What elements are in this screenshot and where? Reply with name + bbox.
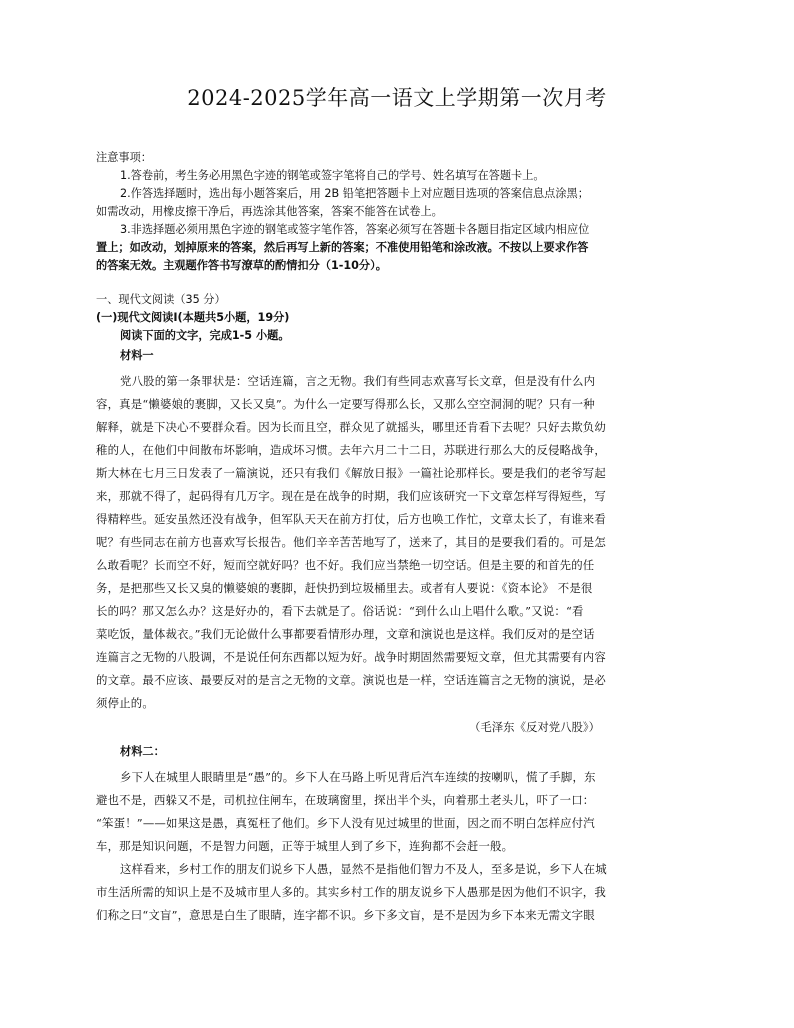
passage-line: 这样看来，乡村工作的朋友们说乡下人愚，显然不是指他们智力不及人，至多是说，乡下人在城 [120, 862, 607, 876]
notice-line: 2.作答选择题时，选出每小题答案后，用 2B 铅笔把答题卡上对应题目选项的答案信息点涂黑； [120, 187, 589, 200]
passage-line: 务，是把那些又长又臭的懒婆娘的裹脚，赶快扔到垃圾桶里去。或者有人要说：《资本论》 不是很 [96, 581, 593, 595]
subsection-heading: (一)现代文阅读Ⅰ(本题共5小题，19分) [96, 311, 290, 324]
instruction-text: 阅读下面的文字，完成1-5 小题。 [120, 329, 290, 342]
passage-line: 呢？有些同志在前方也喜欢写长报告。他们辛辛苦苦地写了，送来了，其目的是要我们看的。可是怎 [96, 535, 606, 549]
passage-line: 得精粹些。延安虽然还没有战争，但军队天天在前方打仗，后方也唤工作忙，文章太长了，有谁来看 [96, 512, 606, 526]
passage-line: 稚的人，在他们中间散布坏影响，造成坏习惯。去年六月二十二日，苏联进行那么大的反侵略战争， [96, 443, 606, 457]
passage-line: 解释，就是下决心不要群众看。因为长而且空，群众见了就摇头，哪里还肯看下去呢？只好去欺负幼 [96, 420, 606, 434]
passage-line: 们称之曰“文盲”，意思是白生了眼睛，连字都不识。乡下多文盲，是不是因为乡下本来无需文字眼 [96, 908, 595, 922]
passage-line: “笨蛋！”——如果这是愚，真冤枉了他们。乡下人没有见过城里的世面，因之而不明白怎样应付汽 [96, 816, 595, 830]
material2-label: 材料二： [120, 745, 165, 758]
notice-line: 1.答卷前，考生务必用黑色字迹的钢笔或签字笔将自己的学号、姓名填写在答题卡上。 [120, 169, 545, 182]
page-title: 2024-2025学年高一语文上学期第一次月考 [187, 86, 607, 110]
passage-line: 容，真是“懒婆娘的裹脚，又长又臭”。为什么一定要写得那么长，又那么空空洞洞的呢？只有一种 [96, 397, 595, 411]
notice-line: 置上；如改动，划掉原来的答案，然后再写上新的答案；不准使用铅笔和涂改液。不按以上要求作答 [96, 241, 589, 254]
passage-line: 的文章。最不应该、最要反对的是言之无物的文章。演说也是一样，空话连篇言之无物的演说，是必 [96, 673, 606, 687]
notice-line: 3.非选择题必须用黑色字迹的钢笔或签字笔作答，答案必须写在答题卡各题目指定区域内相应位 [120, 223, 590, 236]
passage-line: 市生活所需的知识上是不及城市里人多的。其实乡村工作的朋友说乡下人愚那是因为他们不识字，我 [96, 885, 606, 899]
passage-line: 长的吗？那又怎么办？这是好办的，看下去就是了。俗话说：“到什么山上唱什么歌。”又说：“看 [96, 604, 584, 618]
passage-line: 乡下人在城里人眼睛里是“愚”的。乡下人在马路上听见背后汽车连续的按喇叭，慌了手脚，东 [120, 770, 596, 784]
material1-label: 材料一 [120, 349, 154, 362]
passage-line: 党八股的第一条罪状是：空话连篇，言之无物。我们有些同志欢喜写长文章，但是没有什么内 [120, 374, 596, 388]
passage-line: 斯大林在七月三日发表了一篇演说，还只有我们《解放日报》一篇社论那样长。要是我们的老爷写起 [96, 466, 606, 480]
notice-line: 如需改动，用橡皮擦干净后，再选涂其他答案，答案不能答在试卷上。 [96, 205, 443, 218]
passage-line: 连篇言之无物的八股调，不是说任何东西都以短为好。战争时期固然需要短文章，但尤其需要有内容 [96, 650, 606, 664]
material1-source: （毛泽东《反对党八股》） [469, 720, 600, 734]
passage-line: 么敢看呢？长而空不好，短而空就好吗？也不好。我们应当禁绝一切空话。但是主要的和首先的任 [96, 558, 595, 572]
notice-heading: 注意事项： [96, 151, 152, 164]
passage-line: 避也不是，西躲又不是，司机拉住闸车，在玻璃窗里，探出半个头，向着那土老头儿，吓了一口： [96, 793, 595, 807]
passage-line: 车，那是知识问题，不是智力问题，正等于城里人到了乡下，连狗都不会赶一般。 [96, 839, 514, 853]
passage-line: 来，那就不得了，起码得有几万字。现在是在战争的时期，我们应该研究一下文章怎样写得短些，写 [96, 489, 606, 503]
notice-line: 的答案无效。主观题作答书写潦草的酌情扣分（1-10分）。 [96, 259, 387, 272]
section-heading: 一、现代文阅读（35 分） [96, 293, 226, 306]
passage-line: 须停止的。 [96, 696, 154, 710]
passage-line: 菜吃饭，量体裁衣。”我们无论做什么事都要看情形办理，文章和演说也是这样。我们反对的是空话 [96, 627, 595, 641]
